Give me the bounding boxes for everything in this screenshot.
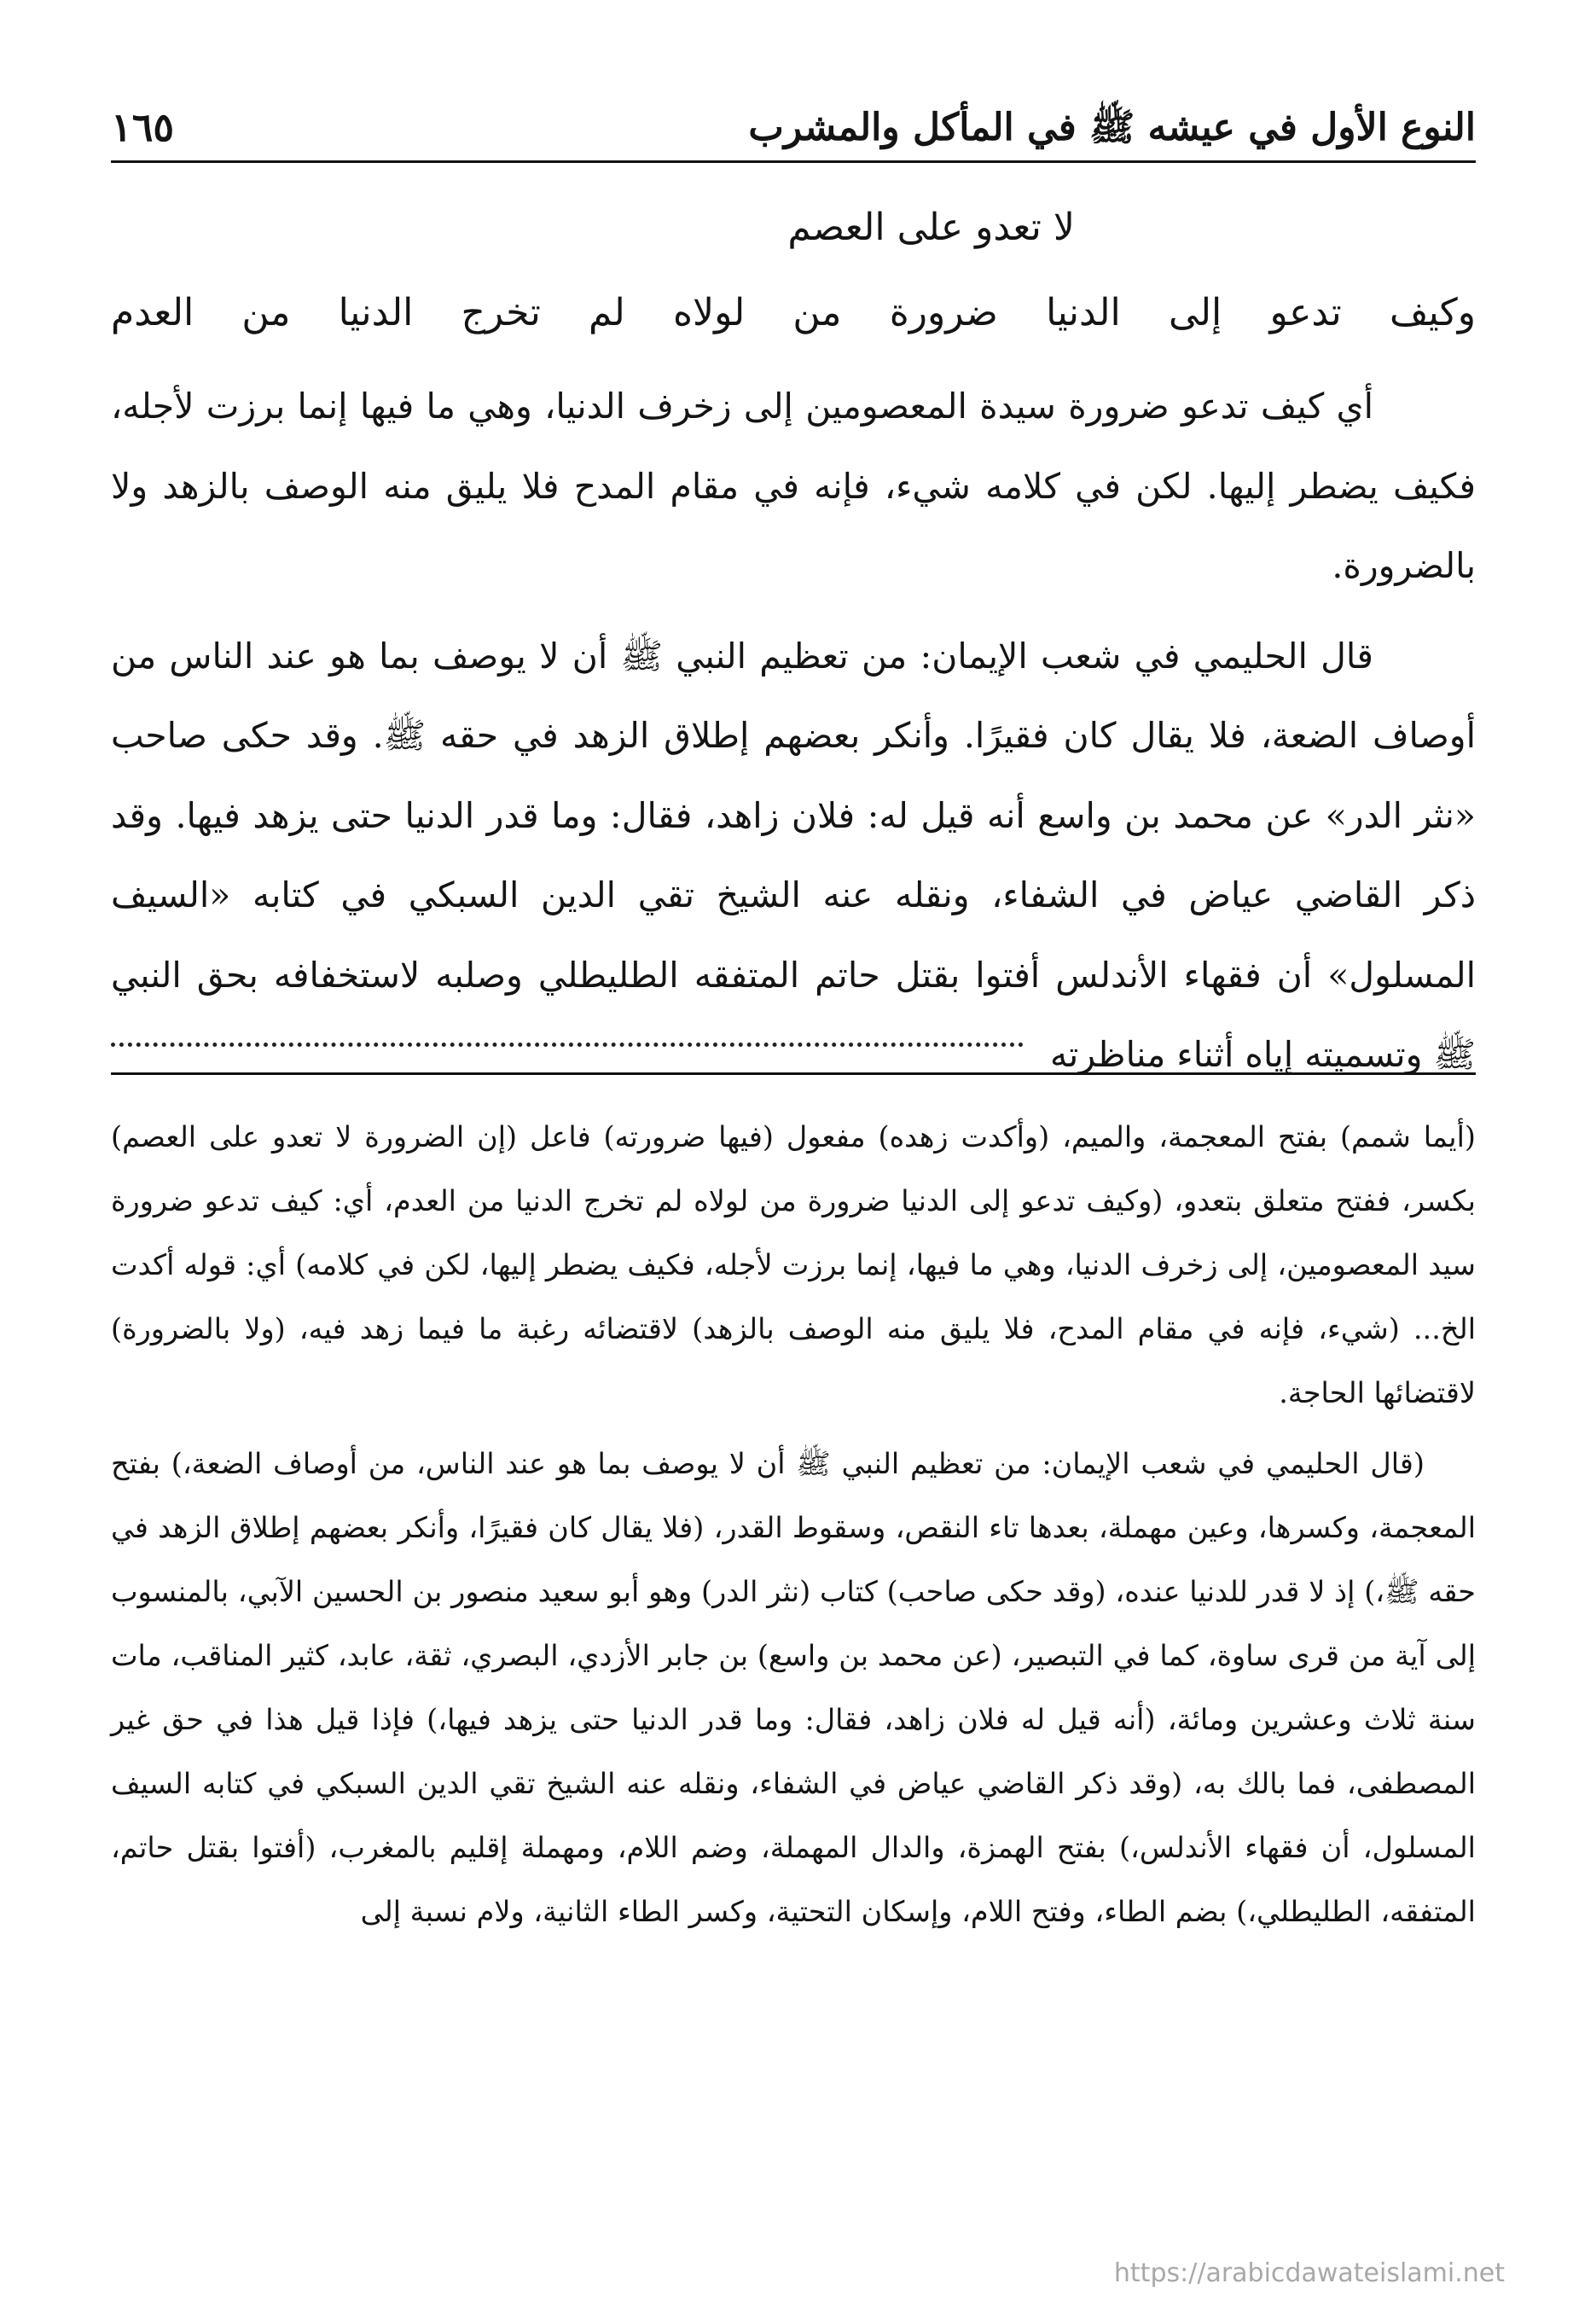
page-number: ١٦٥ — [111, 104, 175, 150]
main-paragraph-1: أي كيف تدعو ضرورة سيدة المعصومين إلى زخرف الدنيا، وهي ما فيها إنما برزت لأجله، فكيف يضطر إليها. لكن في كلامه شيء، فإنه في مقام المدح فلا يليق منه الوصف بالزهد ولا بالضرورة. — [111, 386, 1476, 586]
book-page — [111, 0, 1476, 2324]
main-text — [111, 367, 1476, 1106]
dotted-leader — [111, 1043, 1024, 1047]
commentary-text — [111, 1105, 1476, 1950]
running-title: النوع الأول في عيشه ﷺ في المأكل والمشرب — [748, 106, 1476, 149]
commentary-paragraph-1: (أيما شمم) بفتح المعجمة، والميم، (وأكدت زهده) مفعول (فيها ضرورته) فاعل (إن الضرورة لا تعدو على العصم) بكسر، ففتح متعلق بتعدو، (وكيف تدعو إلى الدنيا ضرورة من لولاه لم تخرج الدنيا من العدم، أي: كيف تدعو ضرورة سيد المعصومين، إلى زخرف الدنيا، وهي ما فيها، إنما برزت لأجله، فكيف يضطر إليها، لكن في كلامه) أي: قوله أكدت الخ... (شيء، فإنه في مقام المدح، فلا يليق منه الوصف بالزهد) لاقتضائه رغبة ما فيما زهد فيه، (ولا بالضرورة) لاقتضائها الحاجة. — [111, 1120, 1476, 1409]
commentary-separator — [111, 1072, 1476, 1075]
main-paragraph-2: قال الحليمي في شعب الإيمان: من تعظيم النبي ﷺ أن لا يوصف بما هو عند الناس من أوصاف الضعة، فلا يقال كان فقيرًا. وأنكر بعضهم إطلاق الزهد في حقه ﷺ. وقد حكى صاحب «نثر الدر» عن محمد بن واسع أنه قيل له: فلان زاهد، فقال: وما قدر الدنيا حتى يزهد فيها. وقد ذكر القاضي عياض في الشفاء، ونقله عنه الشيخ تقي الدين السبكي في كتابه «السيف المسلول» أن فقهاء الأندلس أفتوا بقتل حاتم المتفقه الطليطلي وصلبه لاستخفافه بحق النبي ﷺ وتسميته إياه أثناء مناظرته — [111, 635, 1476, 1075]
commentary-paragraph-2: (قال الحليمي في شعب الإيمان: من تعظيم النبي ﷺ أن لا يوصف بما هو عند الناس، من أوصاف الضعة،) بفتح المعجمة، وكسرها، وعين مهملة، بعدها تاء النقص، وسقوط القدر، (فلا يقال كان فقيرًا، وأنكر بعضهم إطلاق الزهد في حقه ﷺ،) إذ لا قدر للدنيا عنده، (وقد حكى صاحب) كتاب (نثر الدر) وهو أبو سعيد منصور بن الحسين الآبي، بالمنسوب إلى آية من قرى ساوة، كما في التبصير، (عن محمد بن واسع) بن جابر الأزدي، البصري، ثقة، عابد، كثير المناقب، مات سنة ثلاث وعشرين ومائة، (أنه قيل له فلان زاهد، فقال: وما قدر الدنيا حتى يزهد فيها،) فإذا قيل هذا في حق غير المصطفى، فما بالك به، (وقد ذكر القاضي عياض في الشفاء، ونقله عنه الشيخ تقي الدين السبكي في كتابه السيف المسلول، أن فقهاء الأندلس،) بفتح الهمزة، والدال المهملة، وضم اللام، ومهملة إقليم بالمغرب، (أفتوا بقتل حاتم، المتفقه، الطليطلي،) بضم الطاء، وفتح اللام، وإسكان التحتية، وكسر الطاء الثانية، ولام نسبة إلى — [111, 1447, 1476, 1928]
page-header — [111, 78, 1476, 150]
watermark-url: https://arabicdawateislami.net — [1113, 2258, 1505, 2288]
poem-verse-2: وكيف تدعو إلى الدنيا ضرورة من لولاه لم تخرج الدنيا من العدم — [111, 291, 1476, 334]
header-rule — [111, 160, 1476, 163]
poem-verse-1: لا تعدو على العصم — [787, 206, 1075, 249]
